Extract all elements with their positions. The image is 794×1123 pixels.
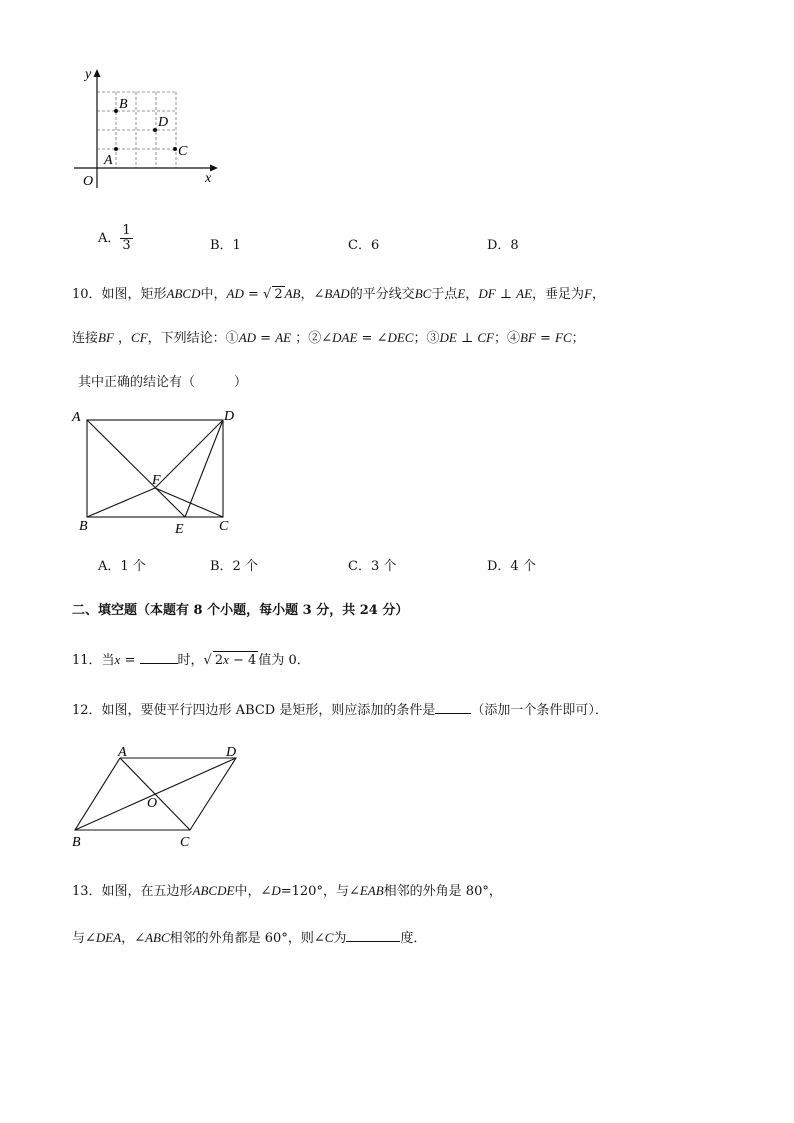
label-C: C — [178, 144, 188, 159]
sqrt-sign: √ — [263, 287, 272, 302]
q11-line — [72, 649, 310, 668]
q9-option-a-fraction — [120, 224, 132, 253]
q12-parallelogram-figure — [66, 740, 246, 850]
q12-text-after: （添加一个条件即可）． — [471, 703, 608, 718]
q11-p6: x — [223, 652, 229, 667]
q10-l2-p1: 连接 — [72, 331, 99, 346]
q10-l2-p18: BF — [519, 330, 536, 345]
q13-l2-p3: ，∠ — [121, 931, 146, 946]
q10-label-F: F — [152, 473, 161, 488]
q10-option-a[interactable]: A．1 个 — [98, 559, 146, 574]
q11-answer-blank[interactable] — [140, 651, 178, 664]
q10-l2-p19: = — [535, 331, 556, 346]
rectangle-ABCD — [87, 420, 223, 517]
q10-l2-p5: ，下列结论：① — [147, 331, 239, 346]
point-C — [173, 147, 177, 151]
segment-BF — [87, 488, 155, 517]
q12-label-O: O — [147, 796, 158, 811]
q11-p2: x — [114, 652, 121, 667]
q12-label-C: C — [180, 835, 190, 850]
q10-l2-p12: DEC — [387, 330, 414, 345]
point-D — [153, 128, 157, 132]
coordinate-grid-figure — [66, 60, 226, 190]
q10-l1-p15: DF — [478, 286, 496, 301]
q10-l2-p21: ； — [571, 331, 585, 346]
q10-label-C: C — [219, 519, 229, 534]
q10-line1 — [72, 283, 605, 302]
q10-l1-p9: BAD — [324, 286, 350, 301]
segment-FC — [155, 488, 223, 517]
q13-line2 — [72, 927, 426, 946]
y-axis-arrow — [94, 69, 101, 77]
q11-p8: 值为 0． — [258, 653, 310, 668]
q13-l1-p6: EAB — [359, 883, 384, 898]
q10-label-A: A — [72, 410, 81, 425]
q10-l2-p10: DAE — [332, 330, 358, 345]
q10-option-b[interactable]: B．2 个 — [210, 559, 258, 574]
q12-label-A: A — [118, 745, 127, 760]
q10-option-c[interactable]: C．3 个 — [348, 559, 397, 574]
q11-p4: 时， — [177, 653, 204, 668]
q10-l2-p7: = — [256, 331, 276, 346]
origin-label: O — [83, 174, 94, 189]
x-axis-label: x — [205, 171, 212, 186]
q10-l2-p6: AD — [238, 330, 257, 345]
q9-option-a[interactable] — [98, 224, 133, 253]
q13-l1-p2: ABCDE — [192, 883, 235, 898]
q10-l1-p18: ，垂足为 — [532, 287, 585, 302]
y-axis-label: y — [85, 67, 92, 82]
point-B — [114, 109, 118, 113]
q9-option-c[interactable]: C．6 — [348, 238, 380, 253]
q13-l1-p1: 13．如图，在五边形 — [72, 884, 193, 899]
q9-option-a-prefix: A． — [98, 231, 121, 246]
q10-l2-p13: ；③ — [413, 331, 440, 346]
q10-option-d[interactable]: D．4 个 — [487, 559, 536, 574]
q12-answer-blank[interactable] — [435, 701, 471, 714]
q10-l1-p6: 2 — [274, 287, 283, 302]
segment-DF — [155, 420, 223, 488]
q11-radicand — [213, 651, 259, 668]
q10-label-E: E — [175, 522, 184, 537]
q10-l2-p3: ， — [113, 331, 132, 346]
q13-l1-p5: =120°，与∠ — [280, 884, 360, 899]
point-A — [114, 147, 118, 151]
q9-option-a-denominator: 3 — [122, 238, 131, 253]
q10-l1-p12: 于点 — [431, 287, 458, 302]
q10-l1-p20: ， — [592, 287, 606, 302]
q10-l2-p15: ⊥ — [456, 331, 478, 346]
section-2-heading: 二、填空题（本题有 8 个小题，每小题 3 分，共 24 分） — [72, 603, 409, 618]
q10-l1-p10: 的平分线交 — [349, 287, 415, 302]
q11-p5: 2 — [214, 653, 224, 668]
q10-l1-p2: ABCD — [166, 286, 201, 301]
q10-l1-p17: AE — [516, 286, 533, 301]
q10-rectangle-figure — [66, 402, 246, 538]
q11-p1: 11．当 — [72, 653, 115, 668]
q10-l1-p11: BC — [414, 286, 432, 301]
q13-l1-p4: D — [271, 883, 281, 898]
q13-l2-p7: 为 — [333, 931, 347, 946]
q10-l2-p16: CF — [477, 330, 494, 345]
segment-AE — [87, 420, 185, 517]
q12-label-B: B — [72, 835, 81, 850]
q10-l1-p19: F — [584, 286, 593, 301]
q10-label-D: D — [224, 409, 235, 424]
q10-l2-p14: DE — [439, 330, 457, 345]
q10-l1-p3: 中， — [200, 287, 227, 302]
q10-l1-p1: 10．如图，矩形 — [72, 287, 167, 302]
q10-l1-p14: ， — [465, 287, 479, 302]
q13-l2-p2: DEA — [95, 930, 122, 945]
q11-p7: − 4 — [228, 653, 257, 668]
q10-l2-p11: = ∠ — [357, 331, 388, 346]
q10-l2-p9: ；②∠ — [291, 331, 333, 346]
q10-l1-p13: E — [457, 286, 466, 301]
q10-l1-p5: = — [243, 287, 264, 302]
q13-l2-p5: 相邻的外角都是 60°，则∠ — [169, 931, 325, 946]
q13-l2-p1: 与∠ — [72, 931, 96, 946]
label-D: D — [158, 115, 169, 130]
q9-option-b[interactable]: B．1 — [210, 238, 241, 253]
segment-DE — [185, 420, 223, 517]
q10-line2 — [72, 327, 585, 346]
q11-p3: = — [120, 653, 140, 668]
q10-l1-p4: AD — [226, 286, 244, 301]
q13-l2-p4: ABC — [145, 930, 170, 945]
q12-text-before: 12．如图，要使平行四边形 ABCD 是矩形，则应添加的条件是 — [72, 703, 436, 718]
q9-option-a-numerator: 1 — [122, 223, 131, 238]
q13-l2-p6: C — [324, 930, 334, 945]
q10-l2-p4: CF — [131, 330, 148, 345]
q13-answer-blank[interactable] — [346, 929, 400, 942]
q10-l2-p20: FC — [555, 330, 572, 345]
q10-label-B: B — [79, 519, 88, 534]
q10-l1-p16: ⊥ — [495, 287, 517, 302]
diagonal-BD — [75, 758, 236, 830]
q13-l1-p7: 相邻的外角是 80°， — [383, 884, 502, 899]
q13-l1-p3: 中，∠ — [234, 884, 272, 899]
label-A: A — [104, 153, 113, 168]
sqrt-sign: √ — [203, 653, 212, 668]
q10-l2-p8: AE — [275, 330, 292, 345]
q10-l2-p2: BF — [98, 330, 114, 345]
q13-line1 — [72, 880, 502, 899]
q10-l1-p7: AB — [284, 286, 301, 301]
q9-option-d[interactable]: D．8 — [487, 238, 519, 253]
q13-l2-p8: 度． — [400, 931, 427, 946]
q12-line — [72, 699, 608, 718]
q10-line3: 其中正确的结论有（ ） — [78, 375, 248, 390]
label-B: B — [119, 97, 128, 112]
q10-l1-p8: ，∠ — [300, 287, 325, 302]
q12-label-D: D — [226, 745, 237, 760]
q10-l2-p17: ；④ — [493, 331, 520, 346]
